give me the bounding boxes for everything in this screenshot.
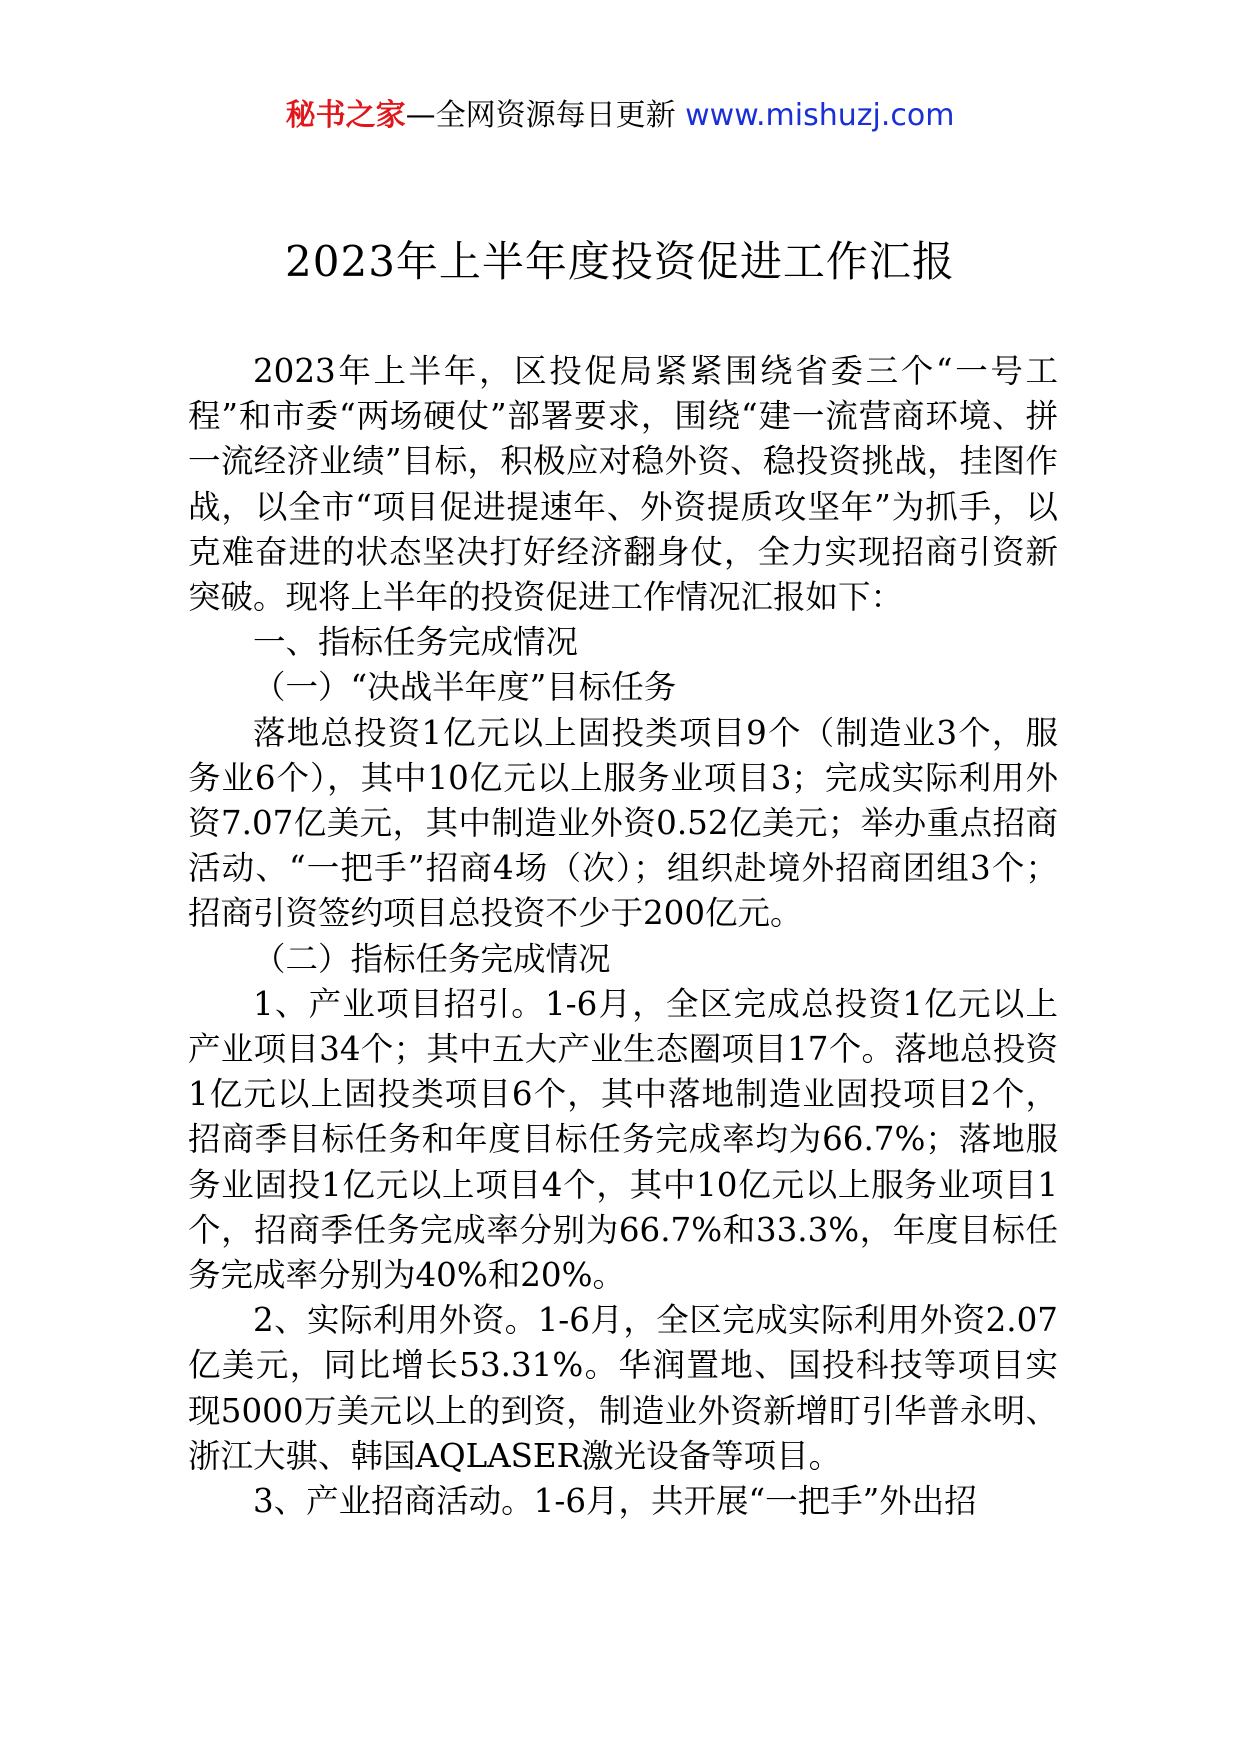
document-body xyxy=(188,349,1058,1524)
paragraph-industry-projects: 1、产业项目招引。1-6月，全区完成总投资1亿元以上产业项目34个；其中五大产业生态圈项目17个。落地总投资1亿元以上固投类项目6个，其中落地制造业固投项目2个，招商季目标任务和年度目标任务完成率均为66.7%；落地服务业固投1亿元以上项目4个，其中10亿元以上服务业项目1个，招商季任务完成率分别为66.7%和33.3%，年度目标任务完成率分别为40%和20%。 xyxy=(188,984,1058,1295)
site-brand: 秘书之家 xyxy=(285,98,406,133)
document-title: 2023年上半年度投资促进工作汇报 xyxy=(285,237,955,286)
site-tagline: —全网资源每日更新 xyxy=(405,98,686,133)
site-header xyxy=(0,96,1240,136)
paragraph-intro: 2023年上半年，区投促局紧紧围绕省委三个“一号工程”和市委“两场硬仗”部署要求，围绕“建一流营商环境、拼一流经济业绩”目标，积极应对稳外资、稳投资挑战，挂图作战，以全市“项目促进提速年、外资提质攻坚年”为抓手，以克难奋进的状态坚决打好经济翻身仗，全力实现招商引资新突破。现将上半年的投资促进工作情况汇报如下： xyxy=(188,352,1058,617)
subsection-heading-1: （一）“决战半年度”目标任务 xyxy=(253,668,677,707)
paragraph-investment-activities: 3、产业招商活动。1-6月，共开展“一把手”外出招 xyxy=(253,1482,977,1521)
paragraph-targets: 落地总投资1亿元以上固投类项目9个（制造业3个，服务业6个），其中10亿元以上服务业项目3；完成实际利用外资7.07亿美元，其中制造业外资0.52亿美元；举办重点招商活动、“一把手”招商4场（次）；组织赴境外招商团组3个；招商引资签约项目总投资不少于200亿元。 xyxy=(188,713,1058,933)
subsection-heading-2: （二）指标任务完成情况 xyxy=(253,939,611,978)
paragraph-foreign-investment: 2、实际利用外资。1-6月，全区完成实际利用外资2.07亿美元，同比增长53.31%。华润置地、国投科技等项目实现5000万美元以上的到资，制造业外资新增盯引华普永明、浙江大骐、韩国AQLASER激光设备等项目。 xyxy=(188,1301,1058,1475)
site-url-link[interactable]: www.mishuzj.com xyxy=(685,98,955,133)
section-heading-1: 一、指标任务完成情况 xyxy=(253,623,579,662)
